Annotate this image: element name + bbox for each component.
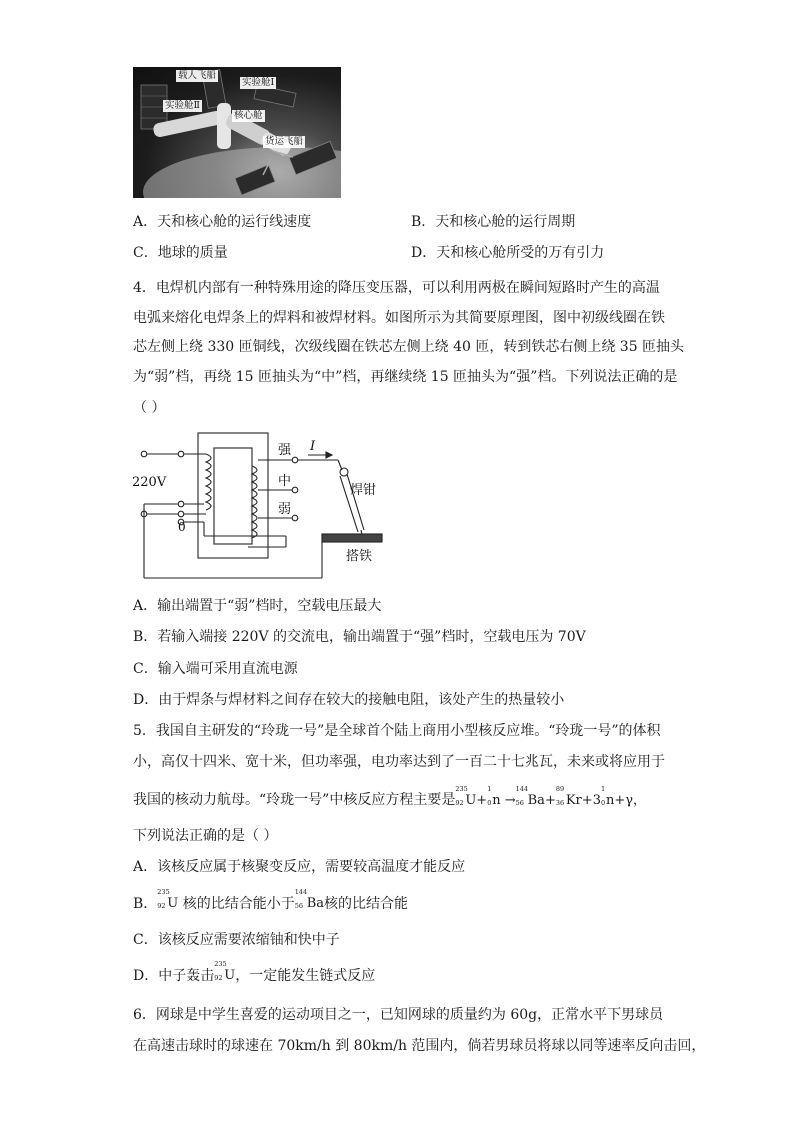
input-voltage-label: 220V: [132, 475, 167, 490]
welder-transformer-diagram: [128, 430, 398, 582]
q3-option-c: C．地球的质量: [133, 245, 228, 261]
q4-stem-line-2: 电弧来熔化电焊条上的焊料和被焊材料。如图所示为其简要原理图，图中初级线圈在铁: [133, 310, 665, 326]
q4-stem-line-4: 为“弱”档，再绕 15 匝抽头为“中”档，再继续绕 15 匝抽头为“强”档。下列说法正确的是: [133, 369, 678, 385]
clamp-label: 焊钳: [350, 483, 377, 498]
q4-stem-line-3: 芯左侧上绕 330 匝铜线，次级线圈在铁芯左侧上绕 40 匝，转到铁芯右侧上绕 35 匝抽头: [133, 339, 685, 355]
label-cargo-ship: 货运飞船: [265, 136, 304, 147]
q5-stem-line-3-text: 我国的核动力航母。“玲珑一号”中核反应方程主要是: [133, 792, 456, 808]
q5-question: 下列说法正确的是（ ）: [133, 828, 278, 844]
space-station-photo: [133, 67, 341, 198]
q5-stem-line-2: 小，高仅十四米、宽十米，但功率强，电功率达到了一百二十七兆瓦，未来或将应用于: [133, 754, 665, 770]
strong-tap-label: 强: [278, 443, 292, 458]
q4-stem-line-1: 4．电焊机内部有一种特殊用途的降压变压器，可以利用两极在瞬间短路时产生的高温: [133, 280, 660, 296]
q5-option-b: B． 235 92 U 核的比结合能小于 144 56 Ba核的比结合能: [133, 888, 409, 912]
q5-option-a: A．该核反应属于核聚变反应，需要较高温度才能反应: [133, 859, 466, 875]
q4-option-d: D．由于焊条与焊材料之间存在较大的接触电阻，该处产生的热量较小: [133, 692, 565, 708]
q3-option-b: B．天和核心舱的运行周期: [411, 214, 576, 230]
q3-option-a: A．天和核心舱的运行线速度: [133, 214, 312, 230]
q5-option-d: D．中子轰击 235 92 U，一定能发生链式反应: [133, 960, 376, 984]
nuclear-equation: 235 92 U+ 1 0 n → 144 56 Ba+ 89 36 Kr+3 1 0 n+γ，: [455, 784, 647, 808]
medium-tap-label: 中: [278, 474, 292, 489]
current-label: I: [310, 439, 316, 454]
q4-option-b: B．若输入端接 220V 的交流电，输出端置于“强”档时，空载电压为 70V: [133, 629, 586, 645]
label-lab-module-2: 实验舱Ⅱ: [165, 100, 200, 111]
label-manned-ship: 载人飞船: [178, 70, 217, 81]
weak-tap-label: 弱: [278, 502, 292, 517]
label-lab-module-1: 实验舱Ⅰ: [242, 77, 275, 88]
space-station-illustration: [133, 67, 341, 198]
q5-stem-line-3: [133, 784, 647, 811]
q6-stem-line-1: 6．网球是中学生喜爱的运动项目之一，已知网球的质量约为 60g，正常水平下男球员: [133, 1007, 664, 1023]
q5-option-c: C．该核反应需要浓缩铀和快中子: [133, 932, 340, 948]
q4-answer-blank: （ ）: [133, 400, 166, 416]
iron-label: 搭铁: [346, 549, 373, 564]
q6-stem-line-2: 在高速击球时的球速在 70km/h 到 80km/h 范围内，倘若男球员将球以同等速率反向击回，: [133, 1038, 706, 1054]
q5-stem-line-1: 5．我国自主研发的“玲珑一号”是全球首个陆上商用小型核反应堆。“玲珑一号”的体积: [133, 723, 661, 739]
q4-option-c: C．输入端可采用直流电源: [133, 661, 298, 677]
label-core-module: 核心舱: [234, 110, 263, 121]
q3-option-d: D．天和核心舱所受的万有引力: [411, 245, 605, 261]
zero-label: 0: [178, 520, 186, 534]
q4-option-a: A．输出端置于“弱”档时，空载电压最大: [133, 598, 382, 614]
